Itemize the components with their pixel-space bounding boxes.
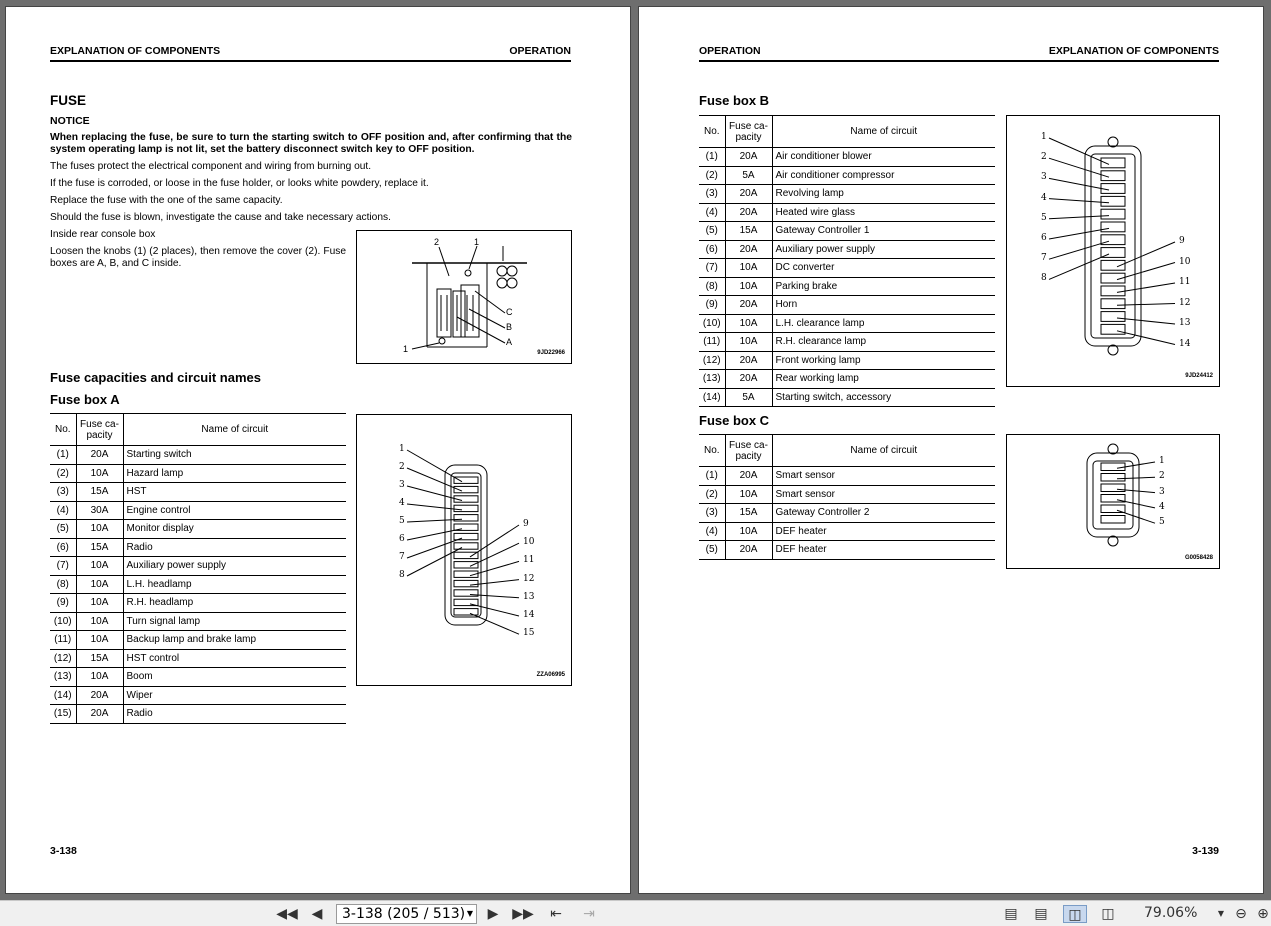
figure-label: 12: [523, 573, 535, 584]
zoom-in-icon[interactable]: ⊕: [1257, 906, 1269, 922]
fuse-capacity: 10A: [76, 631, 123, 650]
fuse-number: (14): [699, 388, 725, 407]
fuse-number: (14): [50, 686, 76, 705]
circuit-name: R.H. clearance lamp: [772, 333, 995, 352]
fuse-capacity: 10A: [76, 557, 123, 576]
circuit-name: L.H. headlamp: [123, 575, 346, 594]
figure-label: 8: [1041, 273, 1047, 284]
fuse-capacity: 10A: [76, 594, 123, 613]
figure-label: 15: [523, 628, 535, 639]
fuse-capacity: 20A: [76, 705, 123, 724]
fuse-number: (15): [50, 705, 76, 724]
fuse-capacity: 15A: [725, 222, 772, 241]
circuit-name: Revolving lamp: [772, 185, 995, 204]
fuse-capacity: 5A: [725, 388, 772, 407]
header-right: EXPLANATION OF COMPONENTS: [1048, 45, 1219, 57]
fuse-capacity: 20A: [725, 541, 772, 560]
fuse-number: (1): [699, 467, 725, 486]
fuse-number: (8): [699, 277, 725, 296]
fuse-capacity: 10A: [725, 333, 772, 352]
fuse-number: (1): [50, 446, 76, 465]
fuse-box-a-title: Fuse box A: [50, 392, 120, 407]
column-header: Fuse ca- pacity: [76, 414, 123, 446]
circuit-name: Boom: [123, 668, 346, 687]
table-row: [50, 612, 346, 631]
figure-label: 7: [1041, 253, 1047, 264]
figure-label: 1: [403, 344, 409, 354]
fuse-box-c-figure: [1006, 434, 1220, 569]
next-view-icon[interactable]: ⇥: [583, 906, 595, 922]
fuse-capacity: 20A: [725, 240, 772, 259]
table-row: [50, 575, 346, 594]
page-header: [50, 45, 571, 62]
continuous-icon[interactable]: ▤: [1034, 906, 1048, 922]
figure-label: 2: [434, 237, 440, 247]
page-header: [699, 45, 1219, 62]
table-row: [699, 240, 995, 259]
fuse-capacity: 10A: [725, 277, 772, 296]
fuse-box-b-figure: [1006, 115, 1220, 387]
fuse-capacity: 10A: [76, 668, 123, 687]
circuit-name: Gateway Controller 2: [772, 504, 995, 523]
next-page-icon[interactable]: ▶: [487, 906, 499, 922]
figure-label: 3: [1159, 486, 1165, 497]
table-row: [699, 314, 995, 333]
fuse-number: (5): [699, 222, 725, 241]
fuse-capacity: 15A: [76, 538, 123, 557]
circuit-name: Wiper: [123, 686, 346, 705]
table-row: [699, 504, 995, 523]
circuit-name: Air conditioner blower: [772, 148, 995, 167]
figure-label: 1: [399, 444, 405, 454]
fuse-capacity: 5A: [725, 166, 772, 185]
circuit-name: Gateway Controller 1: [772, 222, 995, 241]
page-number-input[interactable]: [336, 904, 477, 924]
figure-label: 4: [1159, 501, 1165, 512]
figure-code: 9JD24412: [1185, 373, 1213, 379]
fuse-number: (7): [50, 557, 76, 576]
continuous-facing-icon[interactable]: ◫: [1101, 906, 1115, 922]
circuit-name: Smart sensor: [772, 467, 995, 486]
figure-label: 3: [1041, 172, 1047, 183]
table-row: [699, 166, 995, 185]
figure-label: 6: [399, 534, 405, 544]
fuse-number: (2): [50, 464, 76, 483]
table-row: [50, 483, 346, 502]
figure-label: 1: [474, 237, 480, 247]
header-right: OPERATION: [509, 45, 571, 57]
circuit-name: Heated wire glass: [772, 203, 995, 222]
circuit-name: R.H. headlamp: [123, 594, 346, 613]
fuse-box-c-title: Fuse box C: [699, 413, 770, 428]
circuit-name: Auxiliary power supply: [772, 240, 995, 259]
figure-label: 7: [399, 552, 405, 562]
table-row: [699, 259, 995, 278]
fuse-number: (3): [699, 504, 725, 523]
figure-code: ZZA06995: [536, 672, 565, 678]
table-row: [699, 485, 995, 504]
table-row: [50, 501, 346, 520]
figure-label: 2: [1041, 152, 1047, 163]
paragraph: The fuses protect the electrical component and wiring from burning out.: [50, 161, 372, 172]
fuse-box-b-table: [699, 115, 995, 407]
fuse-capacity: 20A: [725, 203, 772, 222]
fuse-number: (11): [699, 333, 725, 352]
fuse-number: (4): [699, 203, 725, 222]
figure-label: 1: [1159, 456, 1165, 466]
fuse-capacity: 20A: [725, 467, 772, 486]
fuse-capacity: 10A: [725, 314, 772, 333]
fuse-capacity: 10A: [725, 485, 772, 504]
fuse-capacity: 20A: [76, 686, 123, 705]
fuse-capacity: 10A: [76, 612, 123, 631]
table-row: [699, 541, 995, 560]
figure-label: 10: [1179, 256, 1191, 267]
zoom-out-icon[interactable]: ⊖: [1235, 906, 1247, 922]
table-row: [699, 351, 995, 370]
last-page-icon[interactable]: ▶▶: [512, 906, 534, 922]
circuit-name: Turn signal lamp: [123, 612, 346, 631]
fuse-number: (3): [699, 185, 725, 204]
fuse-capacity: 20A: [725, 148, 772, 167]
previous-page-icon[interactable]: ◀: [311, 906, 323, 922]
figure-label: 14: [523, 610, 535, 620]
fuse-capacity: 10A: [725, 259, 772, 278]
fuse-capacity: 20A: [725, 185, 772, 204]
table-row: [699, 185, 995, 204]
column-header: No.: [50, 414, 76, 446]
table-row: [50, 557, 346, 576]
fuse-number: (9): [50, 594, 76, 613]
fuse-number: (2): [699, 485, 725, 504]
figure-code: 9JD22966: [537, 350, 565, 356]
fuse-capacity: 20A: [725, 351, 772, 370]
fuse-capacity: 10A: [725, 522, 772, 541]
figure-label: 4: [1041, 192, 1047, 203]
paragraph: If the fuse is corroded, or loose in the fuse holder, or looks white powdery, replace it.: [50, 178, 429, 189]
figure-label: 2: [399, 462, 405, 472]
chevron-down-icon[interactable]: ▼: [1217, 909, 1225, 918]
table-row: [699, 222, 995, 241]
fuse-capacity: 10A: [76, 464, 123, 483]
notice-label: NOTICE: [50, 115, 90, 127]
fuse-number: (13): [699, 370, 725, 389]
circuit-name: HST: [123, 483, 346, 502]
fuse-number: (5): [50, 520, 76, 539]
cover-instructions: Loosen the knobs (1) (2 places), then remove the cover (2). Fuse boxes are A, B, and C inside.: [50, 246, 346, 269]
table-row: [50, 668, 346, 687]
fuse-capacity: 20A: [725, 296, 772, 315]
fuse-capacity: 15A: [725, 504, 772, 523]
column-header: Name of circuit: [772, 435, 995, 467]
figure-label: 5: [1041, 212, 1047, 223]
column-header: No.: [699, 116, 725, 148]
navigation-toolbar: [0, 900, 1271, 926]
circuit-name: Radio: [123, 705, 346, 724]
fuse-number: (2): [699, 166, 725, 185]
fuse-capacity: 15A: [76, 649, 123, 668]
figure-label: C: [506, 307, 513, 317]
circuit-name: Horn: [772, 296, 995, 315]
circuit-name: Starting switch, accessory: [772, 388, 995, 407]
table-row: [50, 464, 346, 483]
circuit-name: Engine control: [123, 501, 346, 520]
header-left: EXPLANATION OF COMPONENTS: [50, 45, 221, 57]
table-row: [699, 148, 995, 167]
circuit-name: DEF heater: [772, 522, 995, 541]
table-row: [699, 467, 995, 486]
circuit-name: Radio: [123, 538, 346, 557]
circuit-name: Front working lamp: [772, 351, 995, 370]
fuse-box-b-title: Fuse box B: [699, 93, 770, 108]
fuse-number: (12): [699, 351, 725, 370]
figure-label: 2: [1159, 471, 1165, 482]
figure-label: 11: [523, 555, 535, 566]
figure-label: 9: [523, 519, 529, 529]
fuse-number: (12): [50, 649, 76, 668]
table-row: [699, 333, 995, 352]
fuse-number: (11): [50, 631, 76, 650]
table-row: [699, 203, 995, 222]
figure-label: 3: [399, 480, 405, 490]
fuse-capacity: 10A: [76, 575, 123, 594]
figure-label: 1: [1041, 132, 1047, 142]
fuse-box-c-table: [699, 434, 995, 560]
left-page: [5, 6, 631, 894]
fuse-capacity: 15A: [76, 483, 123, 502]
column-header: Name of circuit: [772, 116, 995, 148]
table-row: [50, 446, 346, 465]
first-page-icon[interactable]: ◀◀: [276, 906, 298, 922]
figure-label: 14: [1179, 338, 1191, 349]
fuse-number: (1): [699, 148, 725, 167]
table-row: [50, 520, 346, 539]
circuit-name: Hazard lamp: [123, 464, 346, 483]
circuit-name: HST control: [123, 649, 346, 668]
table-row: [50, 538, 346, 557]
chevron-down-icon[interactable]: ▼: [466, 909, 473, 918]
page-number: 3-139: [1192, 845, 1219, 857]
fuse-number: (7): [699, 259, 725, 278]
table-row: [50, 686, 346, 705]
figure-label: 9: [1179, 236, 1185, 246]
column-header: Name of circuit: [123, 414, 346, 446]
fuse-number: (5): [699, 541, 725, 560]
column-header: Fuse ca- pacity: [725, 116, 772, 148]
circuit-name: Air conditioner compressor: [772, 166, 995, 185]
circuit-name: Smart sensor: [772, 485, 995, 504]
fuse-capacity: 20A: [76, 446, 123, 465]
circuit-name: Starting switch: [123, 446, 346, 465]
fuse-number: (4): [699, 522, 725, 541]
table-row: [50, 649, 346, 668]
page-indicator: 3-138 (205 / 513): [342, 906, 466, 922]
facing-icon[interactable]: ◫: [1063, 905, 1087, 923]
fuse-number: (13): [50, 668, 76, 687]
previous-view-icon[interactable]: ⇤: [550, 906, 562, 922]
zoom-level[interactable]: 79.06%: [1144, 905, 1198, 921]
table-row: [699, 370, 995, 389]
figure-code: G0058428: [1184, 555, 1213, 561]
fuse-capacity: 10A: [76, 520, 123, 539]
fuse-capacity: 30A: [76, 501, 123, 520]
fuse-number: (4): [50, 501, 76, 520]
circuit-name: Auxiliary power supply: [123, 557, 346, 576]
circuit-name: L.H. clearance lamp: [772, 314, 995, 333]
fuse-box-a-table: [50, 413, 346, 724]
figure-label: 6: [1041, 233, 1047, 243]
table-row: [50, 594, 346, 613]
paragraph: Replace the fuse with the one of the same capacity.: [50, 195, 283, 206]
fuse-number: (6): [699, 240, 725, 259]
figure-label: 11: [1179, 277, 1191, 287]
notice-text: When replacing the fuse, be sure to turn the starting switch to OFF position and, after confirming that the system operating lamp is not lit, set the battery disconnect switch key to OFF position.: [50, 132, 572, 155]
fuse-capacity: 20A: [725, 370, 772, 389]
figure-label: 5: [1159, 517, 1165, 528]
paragraph: Inside rear console box: [50, 229, 156, 240]
figure-label: 13: [523, 591, 535, 602]
figure-label: B: [506, 322, 513, 332]
single-page-icon[interactable]: ▤: [1004, 906, 1018, 922]
console-box-figure: [356, 230, 572, 364]
figure-label: 13: [1179, 318, 1191, 328]
figure-label: 12: [1179, 297, 1191, 308]
fuse-number: (10): [699, 314, 725, 333]
circuit-name: Backup lamp and brake lamp: [123, 631, 346, 650]
fuse-number: (3): [50, 483, 76, 502]
fuse-number: (8): [50, 575, 76, 594]
table-row: [50, 631, 346, 650]
circuit-name: Parking brake: [772, 277, 995, 296]
table-row: [699, 522, 995, 541]
fuse-number: (10): [50, 612, 76, 631]
column-header: No.: [699, 435, 725, 467]
circuit-name: Rear working lamp: [772, 370, 995, 389]
column-header: Fuse ca- pacity: [725, 435, 772, 467]
header-left: OPERATION: [699, 45, 761, 57]
fuse-box-a-figure: [356, 414, 572, 686]
figure-label: 4: [399, 498, 405, 508]
section-title: Fuse capacities and circuit names: [50, 370, 261, 385]
right-page: [638, 6, 1264, 894]
fuse-number: (9): [699, 296, 725, 315]
fuse-number: (6): [50, 538, 76, 557]
paragraph: Should the fuse is blown, investigate the cause and take necessary actions.: [50, 212, 391, 223]
circuit-name: DEF heater: [772, 541, 995, 560]
figure-label: A: [506, 337, 513, 347]
figure-label: 5: [399, 516, 405, 526]
page-number: 3-138: [50, 845, 77, 857]
figure-label: 10: [523, 537, 535, 548]
circuit-name: DC converter: [772, 259, 995, 278]
circuit-name: Monitor display: [123, 520, 346, 539]
table-row: [699, 296, 995, 315]
table-row: [699, 388, 995, 407]
table-row: [699, 277, 995, 296]
figure-label: 8: [399, 570, 405, 580]
page-title: FUSE: [50, 93, 87, 108]
table-row: [50, 705, 346, 724]
